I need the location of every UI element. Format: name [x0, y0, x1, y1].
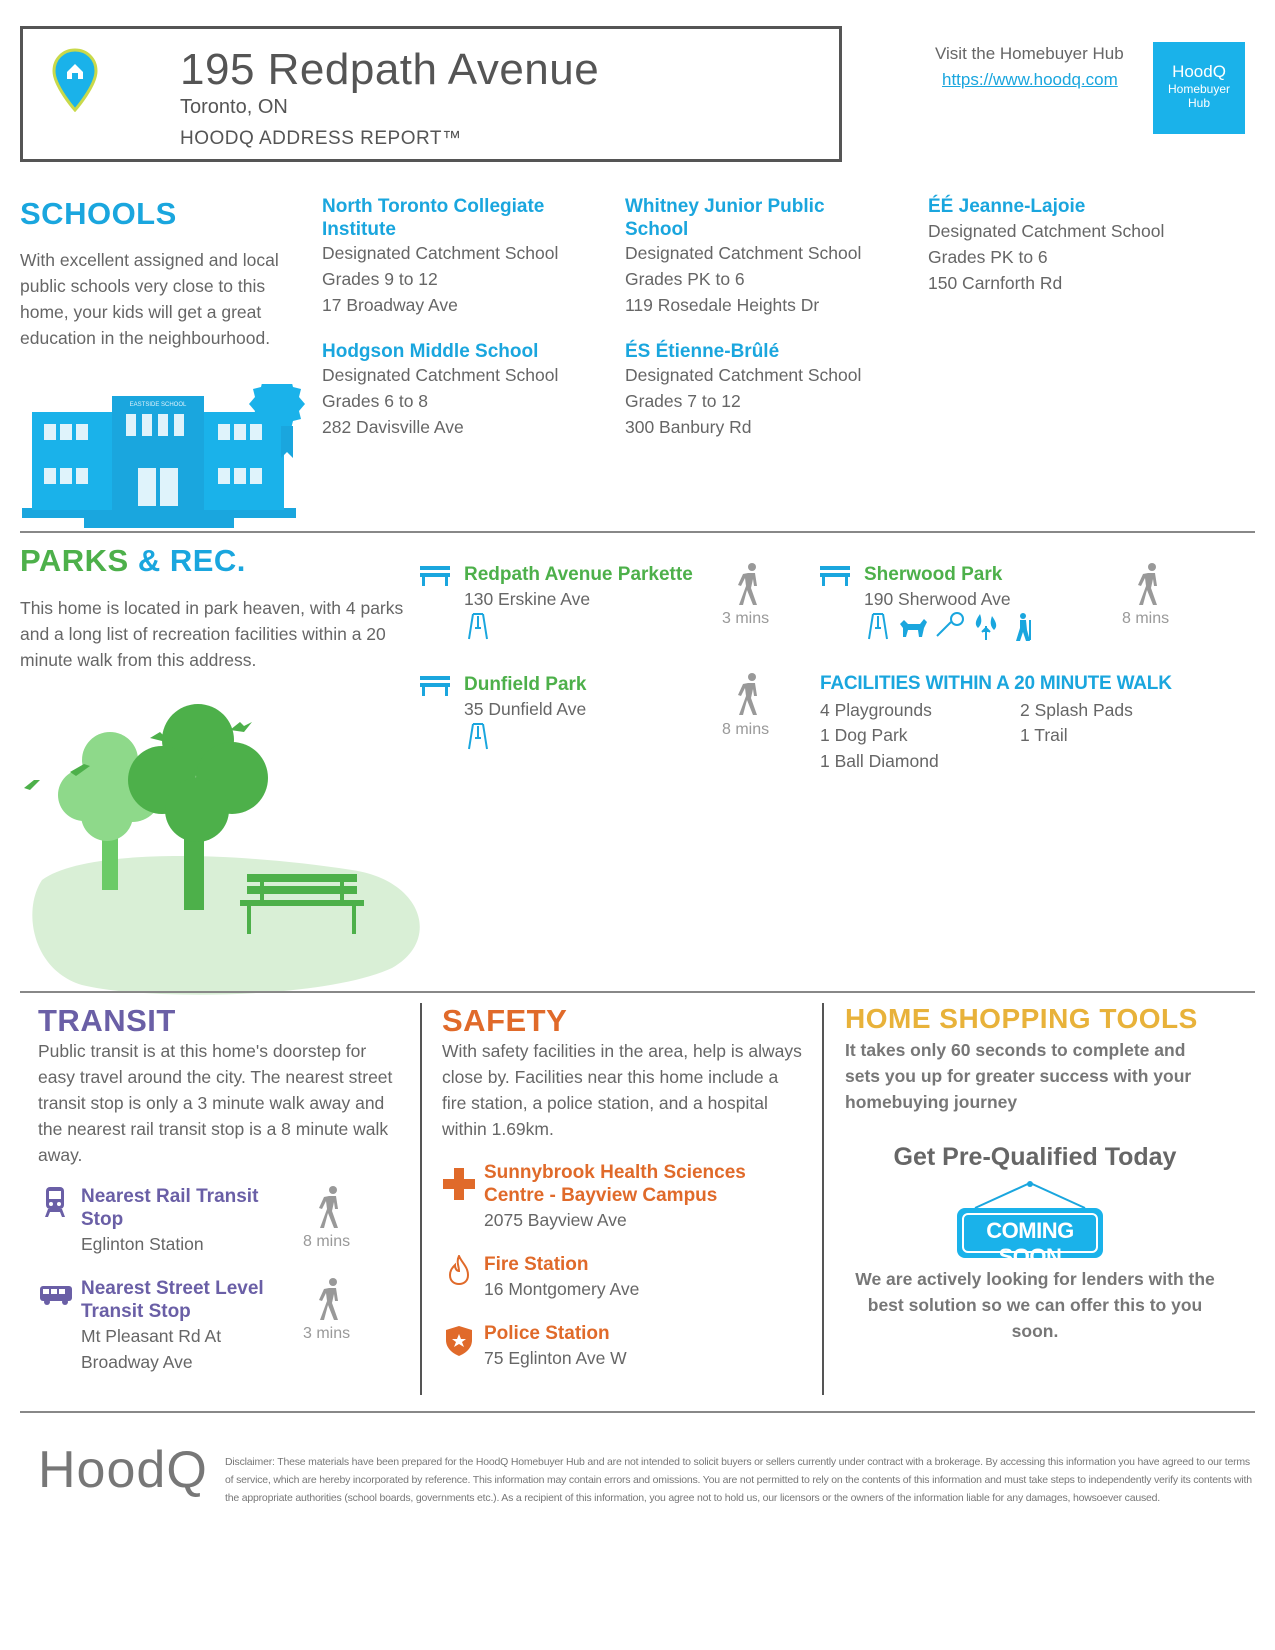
disclaimer-text: Disclaimer: These materials have been prepared for the HoodQ Homebuyer Hub and are not intended to solicit buyers or sellers currently under contract with a brokerage. By accessing this information you have agreed to our terms of service, which are hereby incorporated by reference. This information may contain errors and omissions. You are not permitted to rely on the contents of this information and must take steps to independently verify its contents with the appropriate authorities (school boards, governments etc.). As a recipient of this information, you agree not to hold us, our licensors or the owners of the information liable for any damages, howsoever caused.: [225, 1456, 1252, 1504]
rail-walk-time: 8 mins: [303, 1233, 351, 1250]
walk-icon: [1137, 562, 1165, 606]
school-2-type: Designated Catchment School: [625, 243, 862, 263]
parks-title: [20, 543, 246, 579]
school-3-type: Designated Catchment School: [928, 221, 1165, 241]
location-pin-icon: [52, 48, 98, 112]
walk-icon: [737, 672, 765, 716]
walk-icon: [737, 562, 765, 606]
hospital-address: 2075 Bayview Ave: [484, 1210, 627, 1230]
splash-pad-icon: [972, 612, 1002, 640]
divider-footer: [20, 1411, 1255, 1413]
hospital-title-l1[interactable]: Sunnybrook Health Sciences: [484, 1162, 746, 1183]
facility-1: 4 Playgrounds: [820, 700, 932, 720]
park-3-walk-time: 8 mins: [722, 721, 770, 738]
park-1-walk-time: 3 mins: [722, 610, 770, 627]
bench-icon: [820, 566, 850, 586]
playground-icon: [467, 612, 489, 640]
school-5-type: Designated Catchment School: [625, 365, 862, 385]
school-5-address: 300 Banbury Rd: [625, 417, 752, 437]
school-1-grades: Grades 9 to 12: [322, 269, 438, 289]
hoodq-logo: HoodQ: [38, 1441, 208, 1499]
school-3-grades: Grades PK to 6: [928, 247, 1048, 267]
hub-url-link[interactable]: https://www.hoodq.com: [942, 70, 1118, 89]
fire-icon: [448, 1255, 470, 1285]
hospital-cross-icon: [443, 1168, 475, 1200]
train-icon: [44, 1187, 66, 1217]
parks-title-b: & REC.: [137, 543, 246, 578]
bench-icon: [420, 676, 450, 696]
property-address: 195 Redpath Avenue: [180, 45, 600, 94]
school-2-address: 119 Rosedale Heights Dr: [625, 295, 820, 315]
facility-4: 1 Trail: [1020, 725, 1068, 745]
street-walk-time: 3 mins: [303, 1325, 351, 1342]
hub-badge-line3: Hub: [1187, 96, 1210, 110]
street-title-l1: Nearest Street Level: [81, 1278, 264, 1299]
divider-safety-tools: [822, 1003, 824, 1395]
street-stop-name-l1[interactable]: Mt Pleasant Rd At: [81, 1326, 222, 1346]
school-building-illustration: [22, 384, 312, 528]
facility-2: 2 Splash Pads: [1020, 700, 1133, 720]
hospital-title-l2: Centre - Bayview Campus: [484, 1185, 718, 1206]
report-label: HOODQ ADDRESS REPORT™: [180, 128, 462, 149]
dog-park-icon: [898, 616, 928, 638]
tools-title: HOME SHOPPING TOOLS: [845, 1003, 1198, 1034]
school-sign-text: EASTSIDE SCHOOL: [129, 402, 187, 408]
park-3-address: 35 Dunfield Ave: [464, 699, 587, 719]
police-station-address: 75 Eglinton Ave W: [484, 1348, 627, 1368]
divider-parks: [20, 991, 1255, 993]
school-4-address: 282 Davisville Ave: [322, 417, 464, 437]
bench-icon: [420, 566, 450, 586]
park-1-address: 130 Erskine Ave: [464, 589, 591, 609]
school-1-address: 17 Broadway Ave: [322, 295, 458, 315]
school-5-name[interactable]: ÉS Étienne-Brûlé: [625, 341, 780, 362]
coming-soon-text: COMING SOON: [986, 1218, 1074, 1269]
hub-badge-line2: Homebuyer: [1167, 82, 1231, 96]
park-3-name[interactable]: Dunfield Park: [464, 674, 587, 695]
park-illustration: [22, 700, 427, 1000]
transit-description: Public transit is at this home's doorstep for easy travel around the city. The nearest street transit stop is only a 3 minute walk away and the nearest rail transit stop is a 8 minute walk away.: [38, 1041, 393, 1165]
divider-transit-safety: [420, 1003, 422, 1395]
safety-description: With safety facilities in the area, help is always close by. Facilities near this home include a fire station, a police station, and a hospital within 1.69km.: [442, 1041, 802, 1139]
schools-title: SCHOOLS: [20, 196, 177, 231]
fire-station-address: 16 Montgomery Ave: [484, 1279, 640, 1299]
schools-description: With excellent assigned and local public schools very close to this home, your kids will get a great education in the neighbourhood.: [20, 250, 279, 348]
playground-icon: [467, 722, 489, 750]
walk-icon: [318, 1185, 346, 1229]
rail-title-l2: Stop: [81, 1209, 124, 1230]
school-4-name[interactable]: Hodgson Middle School: [322, 341, 539, 362]
rail-title-l1: Nearest Rail Transit: [81, 1186, 259, 1207]
facilities-title: FACILITIES WITHIN A 20 MINUTE WALK: [820, 673, 1172, 694]
rail-station-name[interactable]: Eglinton Station: [81, 1234, 204, 1254]
tools-description: It takes only 60 seconds to complete and sets you up for greater success with your homebuying journey: [845, 1040, 1192, 1112]
school-4-type: Designated Catchment School: [322, 365, 559, 385]
facility-5: 1 Ball Diamond: [820, 751, 939, 771]
police-badge-icon: [446, 1326, 472, 1356]
ball-diamond-icon: [935, 612, 965, 638]
police-station-title[interactable]: Police Station: [484, 1323, 610, 1344]
divider-schools: [20, 531, 1255, 533]
school-3-name[interactable]: ÉÉ Jeanne-Lajoie: [928, 196, 1086, 217]
trail-icon: [1012, 612, 1034, 642]
walk-icon: [318, 1277, 346, 1321]
school-5-grades: Grades 7 to 12: [625, 391, 741, 411]
school-2-grades: Grades PK to 6: [625, 269, 745, 289]
parks-description: This home is located in park heaven, with 4 parks and a long list of recreation facilities within a 20 minute walk from this address.: [20, 598, 404, 670]
park-2-address: 190 Sherwood Ave: [864, 589, 1011, 609]
school-1-name[interactable]: North Toronto Collegiate Institute: [322, 196, 545, 240]
parks-title-a: PARKS: [20, 543, 129, 578]
school-1-type: Designated Catchment School: [322, 243, 559, 263]
park-2-name[interactable]: Sherwood Park: [864, 564, 1003, 585]
school-2-name[interactable]: Whitney Junior Public School: [625, 196, 825, 240]
visit-hub-text: Visit the Homebuyer Hub: [935, 44, 1124, 63]
transit-title: TRANSIT: [38, 1003, 176, 1038]
facility-3: 1 Dog Park: [820, 725, 908, 745]
fire-station-title[interactable]: Fire Station: [484, 1254, 589, 1275]
tools-note: We are actively looking for lenders with the best solution so we can offer this to you soon.: [855, 1269, 1215, 1341]
bus-icon: [40, 1284, 72, 1306]
school-3-address: 150 Carnforth Rd: [928, 273, 1063, 293]
prequalify-cta[interactable]: Get Pre-Qualified Today: [893, 1143, 1177, 1171]
park-1-name[interactable]: Redpath Avenue Parkette: [464, 564, 693, 585]
playground-icon: [867, 612, 889, 640]
safety-title: SAFETY: [442, 1003, 568, 1038]
hub-badge[interactable]: [1153, 42, 1245, 134]
property-city: Toronto, ON: [180, 96, 288, 118]
street-title-l2: Transit Stop: [81, 1301, 191, 1322]
street-stop-name-l2: Broadway Ave: [81, 1352, 193, 1372]
park-2-walk-time: 8 mins: [1122, 610, 1170, 627]
hub-badge-line1: HoodQ: [1172, 62, 1226, 81]
school-4-grades: Grades 6 to 8: [322, 391, 429, 411]
